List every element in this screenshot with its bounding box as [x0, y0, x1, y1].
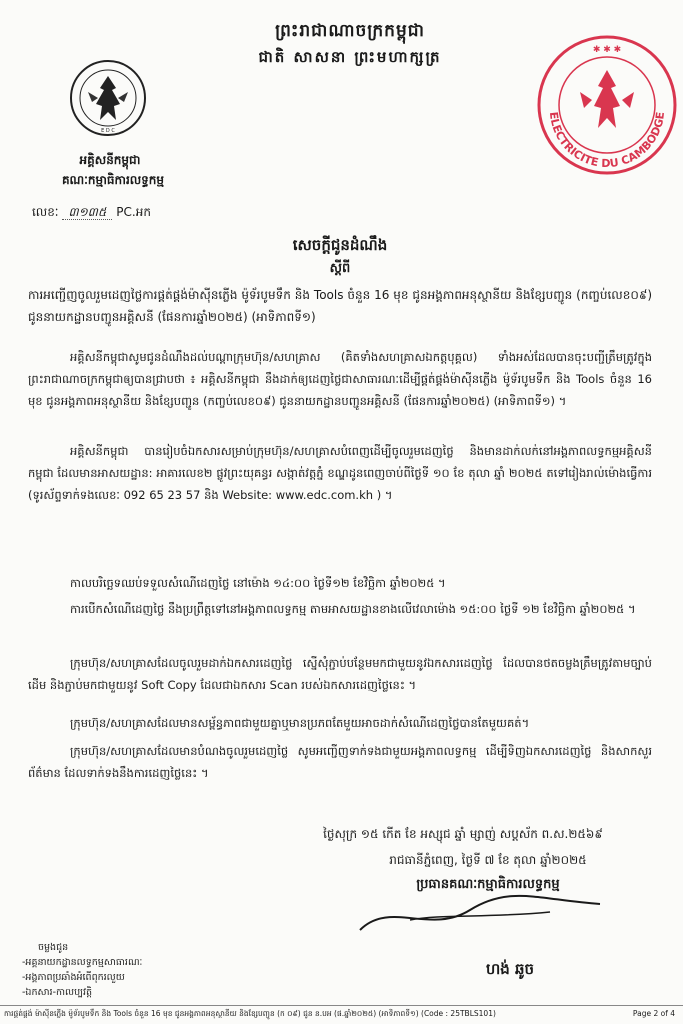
subject-text: ការអញ្ជើញចូលរួមដេញថ្លៃការផ្គត់ផ្គង់ម៉ាស៊ីនភ្លើង ម៉ូទ័របូមទឹក និង Tools ចំនួន 16 មុខ ជូនអង្គភាពអនុស្ថានីយ និងខ្សែបញ្ជូន (កញ្ចប់លេខ០៩) ជូននាយកដ្ឋានបញ្ជូនអគ្គិសនី (ផែនការឆ្នាំ២០២៥) (អាទិភាពទី១) — [28, 288, 652, 324]
svg-text:ELECTRICITE DU CAMBODGE: ELECTRICITE DU CAMBODGE — [546, 111, 668, 171]
document-subtitle: ស្តីពី — [329, 261, 351, 276]
solar-date: រាជធានីភ្នំពេញ, ថ្ងៃទី ៧ ខែ តុលា ឆ្នាំ២០២៥ — [389, 853, 587, 867]
cc-item: -អគ្គនាយកដ្ឋានលទ្ធកម្មសាធារណៈ — [22, 957, 143, 968]
page-footer — [0, 1005, 683, 1020]
paragraph-1: អគ្គិសនីកម្ពុជាសូមជូនដំណឹងដល់បណ្តាក្រុមហ៊ុន/សហគ្រាស (គិតទាំងសហគ្រាសឯកត្តបុគ្គល) ទាំងអស់ដែលបានចុះបញ្ជីត្រឹមត្រូវក្នុងព្រះរាជាណាចក្រកម្ពុជាឲ្យបានជ្រាបថា ៖ អគ្គិសនីកម្ពុជា នឹងដាក់ឲ្យដេញថ្លៃជាសាធារណៈដើម្បីផ្គត់ផ្គង់ម៉ាស៊ីនភ្លើង ម៉ូទ័របូមទឹក និង Tools ចំនួន 16 មុខ ជូនអង្គភាពអនុស្ថានីយ និងខ្សែបញ្ជូន (កញ្ចប់លេខ០៩) ជូននាយកដ្ឋានបញ្ជូនអគ្គិសនី (ផែនការឆ្នាំ២០២៥) (អាទិភាពទី១) ។ — [28, 350, 652, 408]
reference-label: លេខៈ — [32, 205, 59, 219]
cc-list — [22, 940, 142, 1000]
paragraph-7: ក្រុមហ៊ុន/សហគ្រាសដែលមានបំណងចូលរួមដេញថ្លៃ សូមអញ្ជើញទាក់ទងជាមួយអង្គភាពលទ្ធកម្ម ដើម្បីទិញឯកសារដេញថ្លៃ និងសាកសួរព័ត៌មាន ដែលទាក់ទងនឹងការដេញថ្លៃនេះ ។ — [28, 744, 652, 780]
reference-number — [32, 204, 151, 222]
signer-position: ប្រធានគណៈកម្មាធិការលទ្ធកម្ម — [416, 877, 560, 892]
kingdom-heading: ព្រះរាជាណាចក្រកម្ពុជា — [275, 21, 425, 41]
paragraph-5: ក្រុមហ៊ុន/សហគ្រាសដែលចូលរួមដាក់ឯកសារដេញថ្លៃ ស្នើសុំភ្ជាប់បន្ថែមមកជាមួយនូវឯកសារដេញថ្លៃ ដែលបានថតចម្លងត្រឹមត្រូវតាមច្បាប់ដើម និងភ្ជាប់មកជាមួយនូវ Soft Copy ដែលជាឯកសារ Scan របស់ឯកសារដេញថ្លៃនេះ ។ — [28, 656, 652, 692]
lunar-date: ថ្ងៃសុក្រ ១៥ កើត ខែ អស្សុជ ឆ្នាំ ម្សាញ់ សប្តស័ក ព.ស.២៥៦៩ — [323, 827, 603, 841]
paragraph-4: ការបើកសំណើដេញថ្លៃ នឹងប្រព្រឹត្តទៅនៅអង្គភាពលទ្ធកម្ម តាមអាសយដ្ឋានខាងលើវេលាម៉ោង ១៥:០០ ថ្ងៃទី ១២ ខែវិច្ឆិកា ឆ្នាំ២០២៥ ។ — [70, 602, 636, 616]
organization-name: អគ្គិសនីកម្ពុជា — [79, 153, 141, 167]
paragraph-3: កាលបរិច្ឆេទឈប់ទទួលសំណើដេញថ្លៃ នៅម៉ោង ១៤:០០ ថ្ងៃទី១២ ខែវិច្ឆិកា ឆ្នាំ២០២៥ ។ — [70, 576, 446, 590]
official-stamp — [532, 30, 682, 180]
edc-logo — [68, 58, 148, 138]
cc-heading: ចម្លងជូន — [38, 942, 69, 953]
paragraph-6: ក្រុមហ៊ុន/សហគ្រាសដែលមានសម្ព័ន្ធភាពជាមួយគ្នាឬមានប្រភពតែមួយអាចដាក់សំណើដេញថ្លៃបានតែមួយគត់។ — [70, 716, 530, 730]
handwritten-signature — [350, 890, 610, 950]
svg-text:✱ ✱ ✱: ✱ ✱ ✱ — [592, 45, 622, 55]
national-motto: ជាតិ សាសនា ព្រះមហាក្សត្រ — [258, 48, 442, 66]
reference-handwritten-number: ៣១៣៥ — [62, 205, 112, 220]
reference-suffix: PC.អក — [116, 205, 151, 219]
signer-name: ហង់ ឆូច — [485, 960, 535, 978]
cc-item: -ឯកសារ-កាលប្បវត្តិ — [22, 987, 92, 998]
committee-name: គណៈកម្មាធិការលទ្ធកម្ម — [61, 173, 165, 187]
page-number: Page 2 of 4 — [632, 1009, 675, 1018]
cc-item: -អង្គភាពប្រឆាំងអំពើពុករលួយ — [22, 972, 125, 983]
svg-text:E D C: E D C — [101, 128, 115, 134]
footer-text: ការផ្គត់ផ្គង់ ម៉ាស៊ីនភ្លើង ម៉ូទ័របូមទឹក និង Tools ចំនួន 16 មុខ ជូនអង្គភាពអនុស្ថានីយ និងខ្សែបញ្ជូន (ក ០៩) ជូន ន.បអ (ផ.ឆ្នាំ២០២៥) (អាទិភាពទី១) (Code : 25TBLS101) — [4, 1009, 496, 1018]
paragraph-2: អគ្គិសនីកម្ពុជា បានរៀបចំឯកសារសម្រាប់ក្រុមហ៊ុន/សហគ្រាសបំពេញដើម្បីចូលរួមដេញថ្លៃ និងមានដាក់លក់នៅអង្គភាពលទ្ធកម្មអគ្គិសនីកម្ពុជា ដែលមានអាសយដ្ឋាន: អាគារលេខ២ ផ្លូវព្រះយុគន្ធរ សង្កាត់វត្តភ្នំ ខណ្ឌដូនពេញចាប់ពីថ្ងៃទី ១០ ខែ តុលា ឆ្នាំ ២០២៥ តទៅរៀងរាល់ម៉ោងធ្វើការ (ទូរស័ព្ទទាក់ទងលេខៈ 092 65 23 57 និង Website: www.edc.com.kh ) ។ — [28, 444, 652, 502]
document-title: សេចក្តីជូនដំណឹង — [292, 236, 388, 254]
